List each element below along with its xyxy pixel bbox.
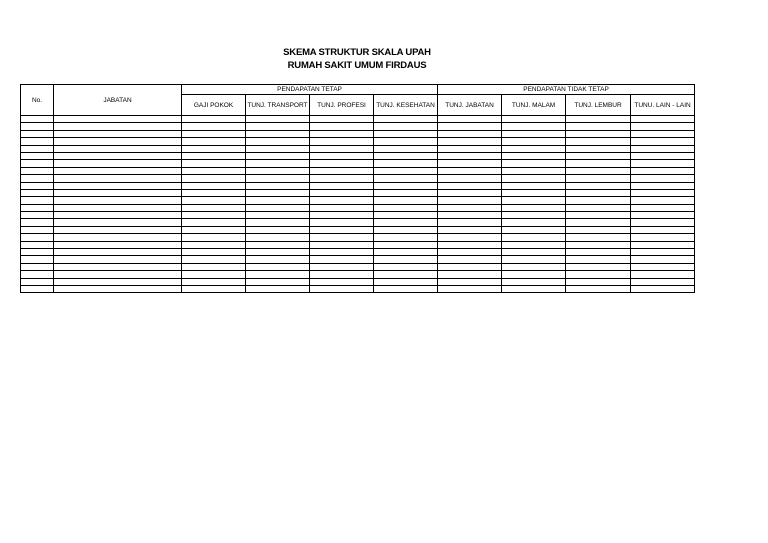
- table-cell: [374, 123, 438, 130]
- column-header-no: No.: [21, 85, 54, 116]
- table-cell: [182, 204, 246, 211]
- table-cell: [566, 167, 631, 174]
- table-row: [21, 278, 695, 285]
- table-row: [21, 226, 695, 233]
- table-cell: [21, 123, 54, 130]
- table-cell: [54, 249, 182, 256]
- table-cell: [54, 219, 182, 226]
- table-cell: [502, 263, 566, 270]
- table-cell: [310, 160, 374, 167]
- table-cell: [21, 175, 54, 182]
- table-cell: [438, 285, 502, 292]
- table-cell: [54, 116, 182, 123]
- column-header-tunj-lain-lain: TUNU. LAIN - LAIN: [631, 95, 695, 116]
- table-cell: [246, 160, 310, 167]
- table-cell: [502, 234, 566, 241]
- table-cell: [631, 189, 695, 196]
- table-cell: [438, 160, 502, 167]
- document-subtitle: RUMAH SAKIT UMUM FIRDAUS: [287, 60, 427, 71]
- table-cell: [310, 130, 374, 137]
- table-row: [21, 123, 695, 130]
- table-cell: [182, 152, 246, 159]
- table-cell: [54, 197, 182, 204]
- table-cell: [631, 278, 695, 285]
- table-cell: [438, 130, 502, 137]
- table-cell: [21, 197, 54, 204]
- table-cell: [310, 212, 374, 219]
- table-cell: [246, 278, 310, 285]
- table-cell: [438, 145, 502, 152]
- table-cell: [246, 138, 310, 145]
- table-cell: [566, 271, 631, 278]
- table-cell: [502, 197, 566, 204]
- table-cell: [566, 226, 631, 233]
- table-cell: [374, 138, 438, 145]
- table-row: [21, 197, 695, 204]
- group-header-pendapatan-tidak-tetap: PENDAPATAN TIDAK TETAP: [438, 85, 695, 95]
- table-cell: [631, 263, 695, 270]
- table-cell: [374, 152, 438, 159]
- table-row: [21, 138, 695, 145]
- table-cell: [438, 182, 502, 189]
- table-cell: [502, 241, 566, 248]
- table-cell: [246, 249, 310, 256]
- table-cell: [438, 234, 502, 241]
- table-cell: [54, 182, 182, 189]
- table-cell: [182, 189, 246, 196]
- table-cell: [310, 116, 374, 123]
- table-cell: [246, 241, 310, 248]
- document-header: [0, 46, 714, 72]
- table-cell: [310, 219, 374, 226]
- table-cell: [182, 241, 246, 248]
- table-cell: [310, 241, 374, 248]
- table-cell: [21, 234, 54, 241]
- table-cell: [182, 130, 246, 137]
- table-cell: [502, 285, 566, 292]
- table-cell: [246, 145, 310, 152]
- table-cell: [54, 204, 182, 211]
- table-row: [21, 167, 695, 174]
- table-cell: [374, 160, 438, 167]
- table-cell: [21, 256, 54, 263]
- table-cell: [182, 249, 246, 256]
- table-cell: [502, 271, 566, 278]
- table-cell: [502, 123, 566, 130]
- table-cell: [438, 256, 502, 263]
- document-title: SKEMA STRUKTUR SKALA UPAH: [283, 47, 431, 58]
- table-cell: [54, 175, 182, 182]
- table-cell: [502, 204, 566, 211]
- table-cell: [246, 116, 310, 123]
- table-cell: [21, 241, 54, 248]
- table-cell: [21, 249, 54, 256]
- table-cell: [438, 116, 502, 123]
- table-cell: [310, 204, 374, 211]
- table-cell: [54, 160, 182, 167]
- table-cell: [374, 145, 438, 152]
- column-header-gaji-pokok: GAJI POKOK: [182, 95, 246, 116]
- table-cell: [310, 167, 374, 174]
- table-row: [21, 175, 695, 182]
- table-cell: [566, 256, 631, 263]
- table-cell: [246, 271, 310, 278]
- table-cell: [438, 249, 502, 256]
- table-cell: [182, 212, 246, 219]
- table-cell: [310, 271, 374, 278]
- table-cell: [54, 152, 182, 159]
- table-cell: [54, 138, 182, 145]
- column-header-tunj-kesehatan: TUNJ. KESEHATAN: [374, 95, 438, 116]
- table-cell: [374, 167, 438, 174]
- table-cell: [21, 271, 54, 278]
- table-cell: [502, 167, 566, 174]
- table-cell: [246, 182, 310, 189]
- table-row: [21, 234, 695, 241]
- table-cell: [310, 226, 374, 233]
- table-cell: [438, 263, 502, 270]
- table-cell: [566, 175, 631, 182]
- table-cell: [21, 160, 54, 167]
- table-cell: [374, 197, 438, 204]
- table-cell: [54, 241, 182, 248]
- table-cell: [54, 234, 182, 241]
- table-cell: [374, 234, 438, 241]
- table-cell: [502, 138, 566, 145]
- table-row: [21, 160, 695, 167]
- table-cell: [21, 152, 54, 159]
- table-cell: [374, 175, 438, 182]
- table-cell: [566, 197, 631, 204]
- table-cell: [631, 160, 695, 167]
- table-body: [21, 116, 695, 293]
- table-cell: [374, 249, 438, 256]
- column-header-jabatan: JABATAN: [54, 85, 182, 116]
- table-cell: [182, 116, 246, 123]
- table-cell: [310, 138, 374, 145]
- table-cell: [246, 167, 310, 174]
- table-cell: [502, 219, 566, 226]
- table-cell: [438, 197, 502, 204]
- table-cell: [54, 212, 182, 219]
- column-header-tunj-profesi: TUNJ. PROFESI: [310, 95, 374, 116]
- table-cell: [374, 271, 438, 278]
- table-cell: [502, 278, 566, 285]
- table-cell: [246, 256, 310, 263]
- wage-scale-table: [20, 84, 695, 293]
- table-cell: [54, 285, 182, 292]
- group-header-pendapatan-tetap: PENDAPATAN TETAP: [182, 85, 438, 95]
- table-cell: [310, 182, 374, 189]
- table-cell: [502, 226, 566, 233]
- table-cell: [182, 271, 246, 278]
- table-cell: [438, 189, 502, 196]
- table-row: [21, 256, 695, 263]
- table-row: [21, 130, 695, 137]
- table-cell: [566, 234, 631, 241]
- table-cell: [310, 234, 374, 241]
- table-cell: [438, 219, 502, 226]
- table-row: [21, 116, 695, 123]
- table-cell: [374, 226, 438, 233]
- table-cell: [502, 212, 566, 219]
- table-cell: [182, 160, 246, 167]
- table-row: [21, 249, 695, 256]
- table-cell: [182, 234, 246, 241]
- table-cell: [631, 145, 695, 152]
- table-cell: [631, 152, 695, 159]
- table-cell: [631, 256, 695, 263]
- table-cell: [631, 123, 695, 130]
- table-cell: [374, 130, 438, 137]
- table-cell: [54, 130, 182, 137]
- table-cell: [182, 278, 246, 285]
- table-cell: [631, 226, 695, 233]
- table-cell: [21, 219, 54, 226]
- table-cell: [246, 204, 310, 211]
- table-cell: [246, 234, 310, 241]
- table-cell: [374, 278, 438, 285]
- table-cell: [54, 263, 182, 270]
- table-cell: [438, 138, 502, 145]
- table-cell: [182, 263, 246, 270]
- table-cell: [54, 167, 182, 174]
- table-row: [21, 219, 695, 226]
- table-cell: [631, 116, 695, 123]
- column-header-tunj-jabatan: TUNJ. JABATAN: [438, 95, 502, 116]
- table-cell: [21, 145, 54, 152]
- column-header-tunj-lembur: TUNJ. LEMBUR: [566, 95, 631, 116]
- table-row: [21, 189, 695, 196]
- table-cell: [438, 241, 502, 248]
- table-cell: [182, 145, 246, 152]
- table-cell: [310, 278, 374, 285]
- table-cell: [246, 226, 310, 233]
- table-cell: [374, 116, 438, 123]
- table-cell: [21, 278, 54, 285]
- table-cell: [310, 123, 374, 130]
- table-cell: [566, 263, 631, 270]
- table-cell: [21, 263, 54, 270]
- table-row: [21, 182, 695, 189]
- table-cell: [310, 152, 374, 159]
- table-cell: [310, 197, 374, 204]
- table-cell: [566, 145, 631, 152]
- table-cell: [566, 189, 631, 196]
- table-cell: [182, 123, 246, 130]
- table-cell: [246, 263, 310, 270]
- table-cell: [182, 256, 246, 263]
- table-cell: [21, 212, 54, 219]
- table-cell: [182, 197, 246, 204]
- table-cell: [438, 152, 502, 159]
- table-cell: [182, 219, 246, 226]
- table-cell: [374, 256, 438, 263]
- table-row: [21, 204, 695, 211]
- table-cell: [54, 189, 182, 196]
- table-cell: [246, 212, 310, 219]
- table-cell: [374, 219, 438, 226]
- table-cell: [54, 226, 182, 233]
- table-cell: [21, 167, 54, 174]
- table-cell: [54, 256, 182, 263]
- table-cell: [246, 123, 310, 130]
- table-cell: [21, 116, 54, 123]
- table-cell: [438, 204, 502, 211]
- table-cell: [566, 249, 631, 256]
- table-cell: [246, 189, 310, 196]
- table-cell: [502, 145, 566, 152]
- table-cell: [566, 204, 631, 211]
- table-row: [21, 263, 695, 270]
- table-cell: [566, 285, 631, 292]
- table-cell: [182, 226, 246, 233]
- table-cell: [566, 278, 631, 285]
- table-cell: [631, 271, 695, 278]
- table-cell: [631, 167, 695, 174]
- table-cell: [54, 123, 182, 130]
- table-cell: [502, 249, 566, 256]
- table-cell: [631, 241, 695, 248]
- table-cell: [566, 182, 631, 189]
- table-cell: [374, 212, 438, 219]
- table-cell: [438, 167, 502, 174]
- table-cell: [21, 285, 54, 292]
- table-cell: [21, 189, 54, 196]
- table-cell: [246, 285, 310, 292]
- table-cell: [502, 182, 566, 189]
- table-cell: [310, 249, 374, 256]
- table-cell: [502, 116, 566, 123]
- table-cell: [631, 197, 695, 204]
- table-cell: [438, 212, 502, 219]
- table-cell: [566, 212, 631, 219]
- table-row: [21, 285, 695, 292]
- table-cell: [631, 219, 695, 226]
- table-cell: [246, 130, 310, 137]
- table-cell: [310, 263, 374, 270]
- table-cell: [631, 138, 695, 145]
- table-cell: [310, 175, 374, 182]
- table-row: [21, 145, 695, 152]
- table-cell: [566, 241, 631, 248]
- table-cell: [21, 226, 54, 233]
- table-cell: [182, 167, 246, 174]
- table-cell: [438, 226, 502, 233]
- table-cell: [374, 241, 438, 248]
- table-cell: [438, 175, 502, 182]
- table-cell: [182, 285, 246, 292]
- table-cell: [374, 182, 438, 189]
- table-row: [21, 271, 695, 278]
- table-cell: [502, 152, 566, 159]
- table-cell: [54, 278, 182, 285]
- table-cell: [246, 197, 310, 204]
- table-cell: [631, 175, 695, 182]
- header-row-groups: [21, 85, 695, 95]
- table-cell: [631, 212, 695, 219]
- table-cell: [374, 263, 438, 270]
- table-cell: [438, 271, 502, 278]
- column-header-tunj-malam: TUNJ. MALAM: [502, 95, 566, 116]
- table-row: [21, 212, 695, 219]
- table-cell: [246, 175, 310, 182]
- table-cell: [631, 182, 695, 189]
- table-cell: [374, 285, 438, 292]
- table-cell: [631, 234, 695, 241]
- table-cell: [310, 285, 374, 292]
- table-cell: [21, 204, 54, 211]
- table-cell: [310, 145, 374, 152]
- table-cell: [182, 182, 246, 189]
- table-cell: [566, 116, 631, 123]
- table-cell: [246, 152, 310, 159]
- table-cell: [374, 189, 438, 196]
- table-cell: [566, 130, 631, 137]
- table-cell: [502, 130, 566, 137]
- table-cell: [374, 204, 438, 211]
- table-cell: [502, 189, 566, 196]
- table-cell: [54, 271, 182, 278]
- table-cell: [21, 182, 54, 189]
- table-cell: [246, 219, 310, 226]
- table-cell: [182, 175, 246, 182]
- table-cell: [566, 160, 631, 167]
- table-cell: [631, 285, 695, 292]
- table-cell: [631, 204, 695, 211]
- table-cell: [566, 138, 631, 145]
- table-cell: [54, 145, 182, 152]
- table-cell: [438, 123, 502, 130]
- table-cell: [310, 256, 374, 263]
- table-cell: [566, 152, 631, 159]
- table-cell: [631, 130, 695, 137]
- table-row: [21, 241, 695, 248]
- table-cell: [631, 249, 695, 256]
- table-cell: [310, 189, 374, 196]
- table-cell: [21, 138, 54, 145]
- table-cell: [566, 219, 631, 226]
- table-cell: [502, 256, 566, 263]
- table-cell: [182, 138, 246, 145]
- table-cell: [502, 160, 566, 167]
- table-cell: [438, 278, 502, 285]
- column-header-tunj-transport: TUNJ. TRANSPORT: [246, 95, 310, 116]
- table-cell: [502, 175, 566, 182]
- table-cell: [566, 123, 631, 130]
- table-cell: [21, 130, 54, 137]
- table-row: [21, 152, 695, 159]
